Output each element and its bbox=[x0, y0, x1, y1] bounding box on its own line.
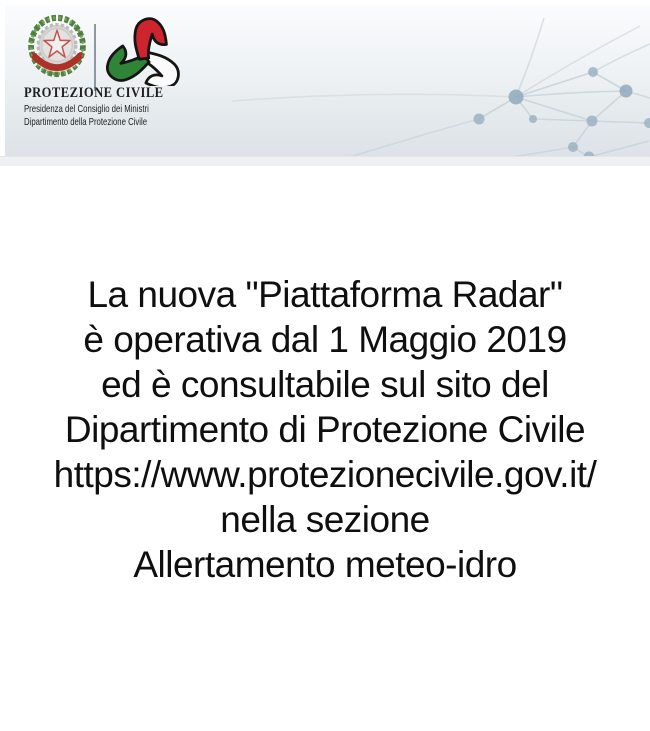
logo-divider bbox=[94, 24, 96, 91]
notice-line: Dipartimento di Protezione Civile bbox=[64, 409, 586, 450]
network-nodes-icon bbox=[0, 0, 650, 157]
protezione-civile-logo-icon bbox=[106, 10, 184, 86]
notice-line: La nuova "Piattaforma Radar" bbox=[87, 274, 563, 315]
notice-line: è operativa dal 1 Maggio 2019 bbox=[83, 319, 567, 360]
brand-subtitle-dipartimento: Dipartimento della Protezione Civile bbox=[24, 116, 148, 128]
notice-line: Allertamento meteo-idro bbox=[133, 544, 517, 585]
notice-line: nella sezione bbox=[220, 499, 430, 540]
brand-subtitle-presidenza: Presidenza del Consiglio dei Ministri bbox=[24, 103, 149, 115]
website-url-text: https://www.protezionecivile.gov.it/ bbox=[53, 454, 597, 495]
announcement-notice bbox=[0, 272, 650, 587]
italian-republic-emblem-icon bbox=[21, 10, 93, 88]
header-bottom-strip bbox=[0, 156, 650, 166]
header-banner bbox=[0, 0, 650, 166]
notice-line: ed è consultabile sul sito del bbox=[101, 364, 549, 405]
brand-title: PROTEZIONE CIVILE bbox=[24, 85, 164, 101]
